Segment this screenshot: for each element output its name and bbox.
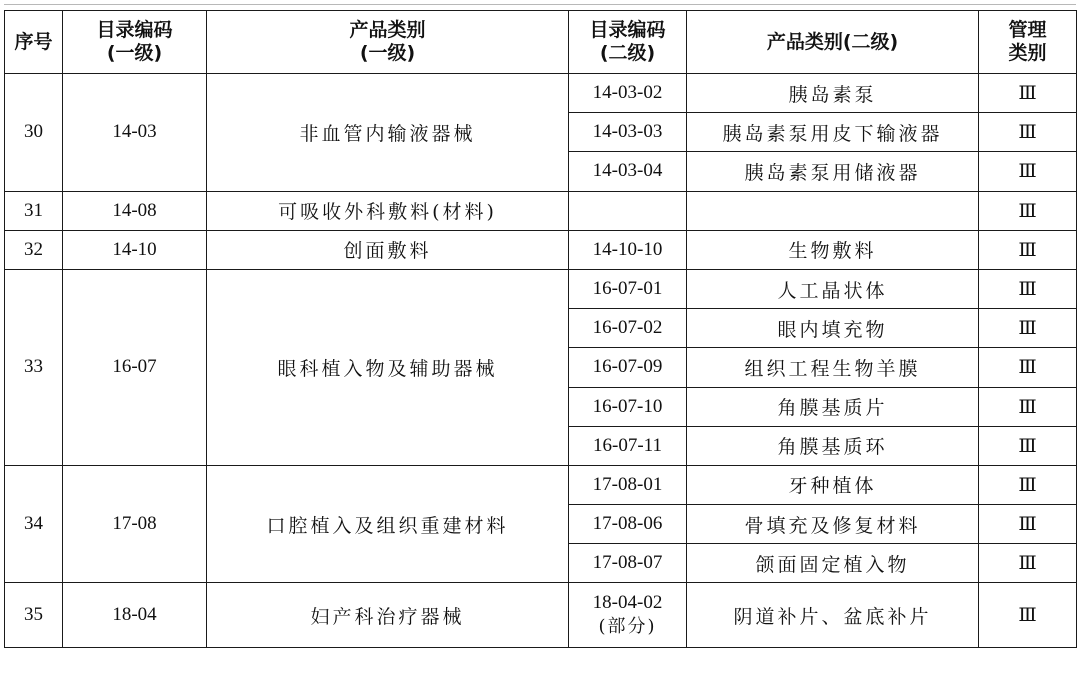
code1-cell: 14-08 <box>63 191 207 230</box>
cat2-cell: 阴道补片、盆底补片 <box>687 583 979 648</box>
cat2-cell: 角膜基质片 <box>687 387 979 426</box>
header-class-line1: 管理 <box>1008 19 1047 41</box>
header-cat2 <box>687 11 979 74</box>
header-seq <box>5 11 63 74</box>
cat2-cell: 牙种植体 <box>687 465 979 504</box>
cat1-cell: 创面敷料 <box>207 230 569 269</box>
seq-cell: 31 <box>5 191 63 230</box>
cat1-cell: 口腔植入及组织重建材料 <box>207 465 569 583</box>
code1-cell: 14-03 <box>63 74 207 192</box>
code2-cell: 16-07-11 <box>569 426 687 465</box>
class-cell: Ⅲ <box>979 426 1077 465</box>
code2-value: 18-04-02 <box>592 592 663 614</box>
class-cell: Ⅲ <box>979 113 1077 152</box>
code1-cell: 18-04 <box>63 583 207 648</box>
cat2-cell <box>687 191 979 230</box>
cat2-cell: 生物敷料 <box>687 230 979 269</box>
seq-cell: 32 <box>5 230 63 269</box>
code2-cell <box>569 191 687 230</box>
class-cell: Ⅲ <box>979 74 1077 113</box>
class-cell: Ⅲ <box>979 191 1077 230</box>
seq-cell: 34 <box>5 465 63 583</box>
code2-cell: 17-08-06 <box>569 505 687 544</box>
cat1-cell: 非血管内输液器械 <box>207 74 569 192</box>
class-cell: Ⅲ <box>979 505 1077 544</box>
cat2-cell: 胰岛素泵用储液器 <box>687 152 979 191</box>
device-catalog-table <box>4 10 1077 648</box>
header-code1-line1: 目录编码 <box>96 19 173 41</box>
code2-note: (部分) <box>598 616 657 638</box>
cat2-cell: 胰岛素泵 <box>687 74 979 113</box>
code2-cell: 16-07-02 <box>569 309 687 348</box>
class-cell: Ⅲ <box>979 387 1077 426</box>
seq-cell: 35 <box>5 583 63 648</box>
code1-cell: 14-10 <box>63 230 207 269</box>
header-cat1 <box>207 11 569 74</box>
cat1-cell: 妇产科治疗器械 <box>207 583 569 648</box>
header-row <box>5 11 1077 74</box>
header-seq-label: 序号 <box>14 30 53 53</box>
code2-cell: 16-07-10 <box>569 387 687 426</box>
page-top-rule <box>4 4 1076 5</box>
table-row <box>5 191 1077 230</box>
class-cell: Ⅲ <box>979 465 1077 504</box>
header-code2-line1: 目录编码 <box>589 19 666 41</box>
cat2-cell: 人工晶状体 <box>687 269 979 308</box>
header-code1-line2: (一级) <box>106 42 163 64</box>
header-cat2-label: 产品类别(二级) <box>766 30 899 53</box>
code1-cell: 17-08 <box>63 465 207 583</box>
table-row <box>5 465 1077 504</box>
header-class <box>979 11 1077 74</box>
code2-cell: 14-03-02 <box>569 74 687 113</box>
cat1-cell: 可吸收外科敷料(材料) <box>207 191 569 230</box>
code2-cell: 14-10-10 <box>569 230 687 269</box>
code2-cell <box>569 583 687 648</box>
table-row <box>5 230 1077 269</box>
seq-cell: 33 <box>5 269 63 465</box>
cat2-cell: 眼内填充物 <box>687 309 979 348</box>
class-cell: Ⅲ <box>979 583 1077 648</box>
class-cell: Ⅲ <box>979 544 1077 583</box>
table-body <box>5 74 1077 648</box>
table-row <box>5 269 1077 308</box>
header-cat1-line2: (一级) <box>359 42 416 64</box>
cat2-cell: 骨填充及修复材料 <box>687 505 979 544</box>
cat1-cell: 眼科植入物及辅助器械 <box>207 269 569 465</box>
table-row <box>5 74 1077 113</box>
seq-cell: 30 <box>5 74 63 192</box>
header-cat1-line1: 产品类别 <box>349 19 426 41</box>
code2-cell: 14-03-04 <box>569 152 687 191</box>
code2-cell: 14-03-03 <box>569 113 687 152</box>
cat2-cell: 颌面固定植入物 <box>687 544 979 583</box>
code1-cell: 16-07 <box>63 269 207 465</box>
cat2-cell: 角膜基质环 <box>687 426 979 465</box>
class-cell: Ⅲ <box>979 269 1077 308</box>
header-code2 <box>569 11 687 74</box>
code2-cell: 16-07-01 <box>569 269 687 308</box>
cat2-cell: 组织工程生物羊膜 <box>687 348 979 387</box>
cat2-cell: 胰岛素泵用皮下输液器 <box>687 113 979 152</box>
code2-cell: 17-08-07 <box>569 544 687 583</box>
header-code1 <box>63 11 207 74</box>
header-code2-line2: (二级) <box>599 42 656 64</box>
class-cell: Ⅲ <box>979 152 1077 191</box>
class-cell: Ⅲ <box>979 348 1077 387</box>
class-cell: Ⅲ <box>979 230 1077 269</box>
class-cell: Ⅲ <box>979 309 1077 348</box>
code2-cell: 17-08-01 <box>569 465 687 504</box>
code2-cell: 16-07-09 <box>569 348 687 387</box>
header-class-line2: 类别 <box>1008 42 1047 64</box>
table-header <box>5 11 1077 74</box>
table-row <box>5 583 1077 648</box>
